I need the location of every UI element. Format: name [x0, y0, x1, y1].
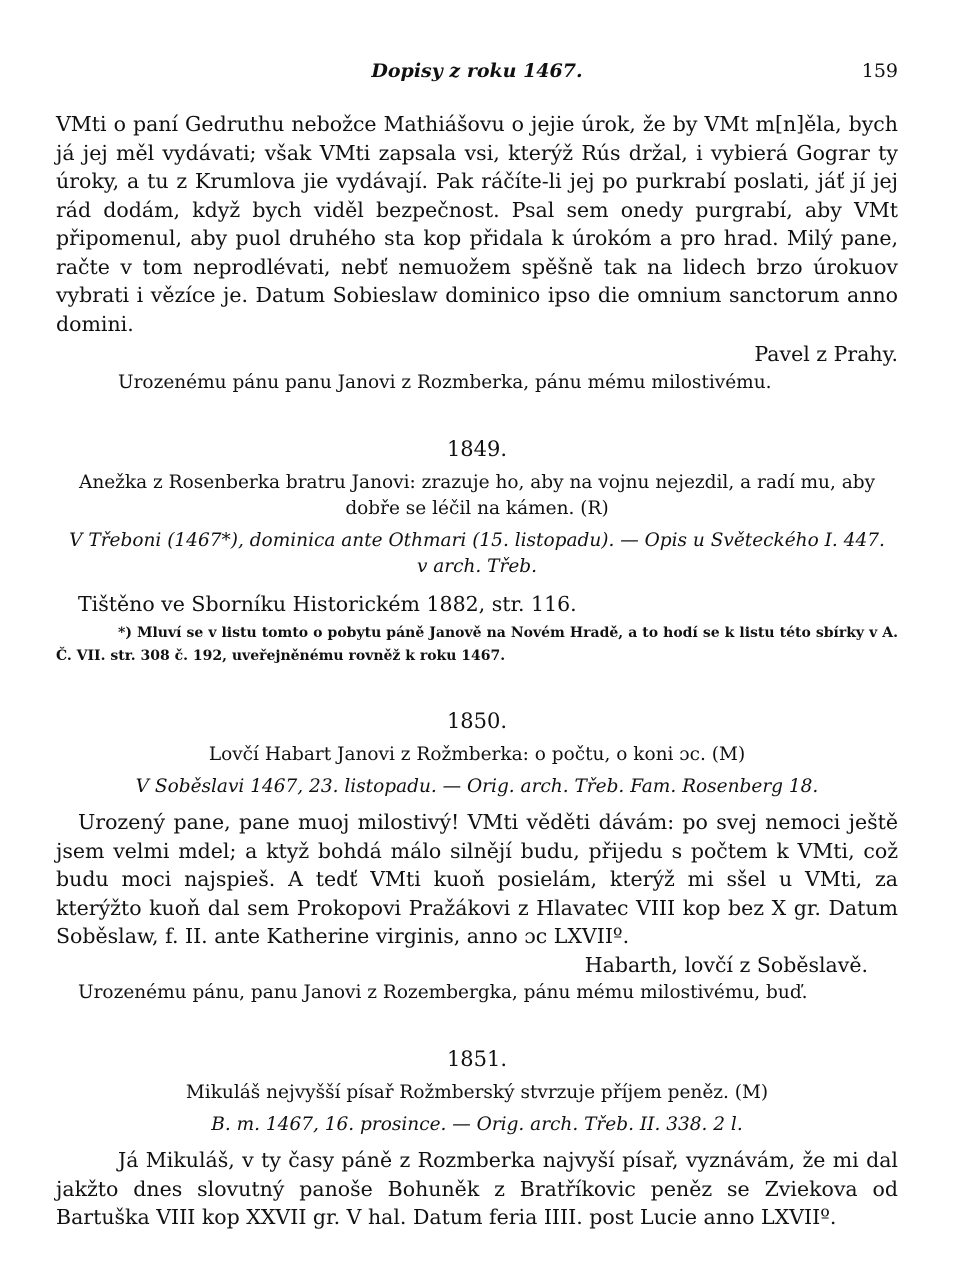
- entry-summary: Anežka z Rosenberka bratru Janovi: zrazuje ho, aby na vojnu nejezdil, a radí mu, aby dobře se léčil na kámen. (R): [78, 471, 876, 519]
- entry-text: Urozený pane, pane muoj milostivý! VMti věděti dávám: po svej nemoci ještě jsem velmi mdel; a ktyž bohdá málo silnějí budu, přijedu s počtem k VMti, což budu moci najspieš. A tedť VMti kuoň posielám, kterýž mi sšel u VMti, za kterýžto kuoň dal sem Prokopovi Pražákovi z Hlavatec VIII kop bez X gr. Datum Soběslaw, f. II. ante Katherine virginis, anno ɔc LXVIIº.: [56, 810, 898, 948]
- continuation-text: VMti o paní Gedruthu nebožce Mathiášovu o jejie úrok, že by VMt m[n]ěla, bych já jej měl vydávati; však VMti zapsala vsi, kterýž Rús držal, i vybierá Gograr ty úroky, a tu z Krumlova jie vydávají. Pak ráčíte-li jej po purkrabí poslati, jáť jí jej rád dodám, když bych viděl bezpečnost. Psal sem onedy purgrabí, aby VMt připomenul, aby puol druhého sta kop přidala k úrokóm a pro hrad. Milý pane, račte v tom neprodlévati, nebť nemuožem spěšně tak na lidech brzo úrokuov vybrati i vězíce je. Datum Sobieslaw dominico ipso die omnium sanctorum anno domini.: [56, 112, 898, 336]
- entry-address: Urozenému pánu, panu Janovi z Rozembergka, pánu mému milostivému, buď.: [78, 982, 808, 1003]
- entry-printed: Tištěno ve Sborníku Historickém 1882, str. 116.: [78, 591, 577, 616]
- entry-source: V Třeboni (1467*), dominica ante Othmari (15. listopadu). — Opis u Světeckého I. 447.: [69, 529, 885, 551]
- page-number: 159: [861, 60, 898, 82]
- continuation-signature: Pavel z Prahy.: [754, 342, 898, 366]
- continuation-address: Urozenému pánu panu Janovi z Rozmberka, pánu mému milostivému.: [118, 371, 772, 393]
- entry-summary: Mikuláš nejvyšší písař Rožmberský stvrzuje příjem peněz. (M): [185, 1082, 769, 1103]
- header-title: Dopisy z roku 1467.: [371, 60, 583, 82]
- entry-number: 1851.: [446, 1047, 508, 1071]
- entry-source: V Soběslavi 1467, 23. listopadu. — Orig. arch. Třeb. Fam. Rosenberg 18.: [135, 776, 819, 797]
- footnote: *) Mluví se v listu tomto o pobytu páně Janově na Novém Hradě, a to hodí se k listu této sbírky v A. Č. VII. str. 308 č. 192, uveřejněnému rovněž k roku 1467.: [56, 625, 898, 664]
- entry-source-cont: v arch. Třeb.: [416, 555, 538, 577]
- running-header: [56, 60, 898, 90]
- entry-summary: Lovčí Habart Janovi z Rožmberka: o počtu, o koni ɔc. (M): [208, 744, 746, 765]
- entry-signature: Habarth, lovčí z Soběslavě.: [584, 952, 868, 977]
- entry-source: B. m. 1467, 16. prosince. — Orig. arch. Třeb. II. 338. 2 l.: [211, 1114, 743, 1135]
- page-body: [56, 110, 898, 1232]
- entry-text: Já Mikuláš, v ty časy páně z Rozmberka najvyší písař, vyznávám, že mi dal jakžto dnes slovutný panoše Bohuněk z Bratříkovic peněz se Zviekova od Bartuška VIII kop XXVII gr. V hal. Datum feria IIII. post Lucie anno LXVIIº.: [56, 1148, 898, 1229]
- entry-number: 1850.: [446, 709, 508, 733]
- entry-number: 1849.: [446, 436, 508, 461]
